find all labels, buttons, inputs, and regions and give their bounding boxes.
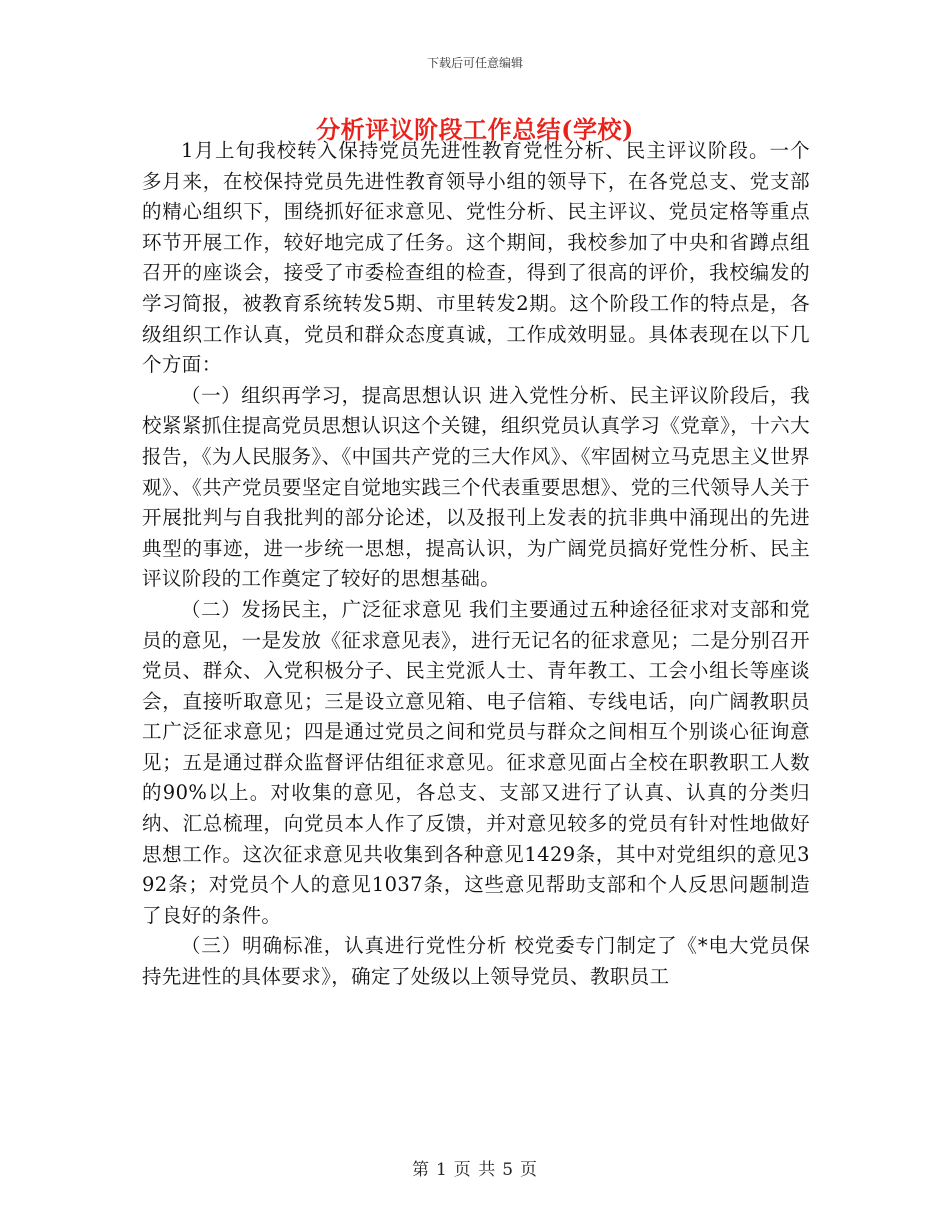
- section-heading: （二）发扬民主，广泛征求意见: [181, 597, 469, 621]
- paragraph-text: 进入党性分析、民主评议阶段后，我校紧紧抓住提高党员思想认识这个关键，组织党员认真学习《党章》，十六大报告，《为人民服务》、《中国共产党的三大作风》、《牢固树立马克思主义世界观》、《共产党员要坚定自觉地实践三个代表重要思想》、党的三代领导人关于开展批判与自我批判的部分论述，以及报刊上发表的抗非典中涌现出的先进典型的事迹，进一步统一思想，提高认识，为广阔党员搞好党性分析、民主评议阶段的工作奠定了较好的思想基础。: [142, 383, 810, 591]
- section-heading: （一）组织再学习，提高思想认识: [181, 383, 489, 407]
- paragraph-section-1: [142, 381, 810, 595]
- document-body: [142, 136, 810, 993]
- header-note: 下载后可任意编辑: [426, 56, 523, 70]
- paragraph-text: 我们主要通过五种途径征求对支部和党员的意见，一是发放《征求意见表》，进行无记名的征求意见；二是分别召开党员、群众、入党积极分子、民主党派人士、青年教工、工会小组长等座谈会，直接听取意见；三是设立意见箱、电子信箱、专线电话，向广阔教职员工广泛征求意见；四是通过党员之间和党员与群众之间相互个别谈心征询意见；五是通过群众监督评估组征求意见。征求意见面占全校在职教职工人数的90%以上。对收集的意见，各总支、支部又进行了认真、认真的分类归纳、汇总梳理，向党员本人作了反馈，并对意见较多的党员有针对性地做好思想工作。这次征求意见共收集到各种意见1429条，其中对党组织的意见392条；对党员个人的意见1037条，这些意见帮助支部和个人反思问题制造了良好的条件。: [142, 597, 810, 927]
- footer-middle: 页 共: [453, 1160, 497, 1180]
- page-total: 5: [502, 1160, 515, 1180]
- paragraph-section-2: [142, 595, 810, 932]
- page-number: 1: [435, 1160, 448, 1180]
- section-heading: （三）明确标准，认真进行党性分析: [181, 934, 515, 958]
- paragraph-intro: [142, 136, 810, 381]
- document-title: 分析评议阶段工作总结(学校): [316, 115, 634, 144]
- footer-prefix: 第: [411, 1160, 430, 1180]
- footer-suffix: 页: [520, 1160, 539, 1180]
- paragraph-text: 校党委专门制定了《*电大党员保持先进性的具体要求》，确定了处级以上领导党员、教职员工: [142, 934, 810, 989]
- page-footer: [0, 1155, 950, 1180]
- paragraph-section-3: [142, 931, 810, 992]
- paragraph-text: 1月上旬我校转入保持党员先进性教育党性分析、民主评议阶段。一个多月来，在校保持党员先进性教育领导小组的领导下，在各党总支、党支部的精心组织下，围绕抓好征求意见、党性分析、民主评议、党员定格等重点环节开展工作，较好地完成了任务。这个期间，我校参加了中央和省蹲点组召开的座谈会，接受了市委检查组的检查，得到了很高的评价，我校编发的学习简报，被教育系统转发5期、市里转发2期。这个阶段工作的特点是，各级组织工作认真，党员和群众态度真诚，工作成效明显。具体表现在以下几个方面：: [142, 139, 810, 377]
